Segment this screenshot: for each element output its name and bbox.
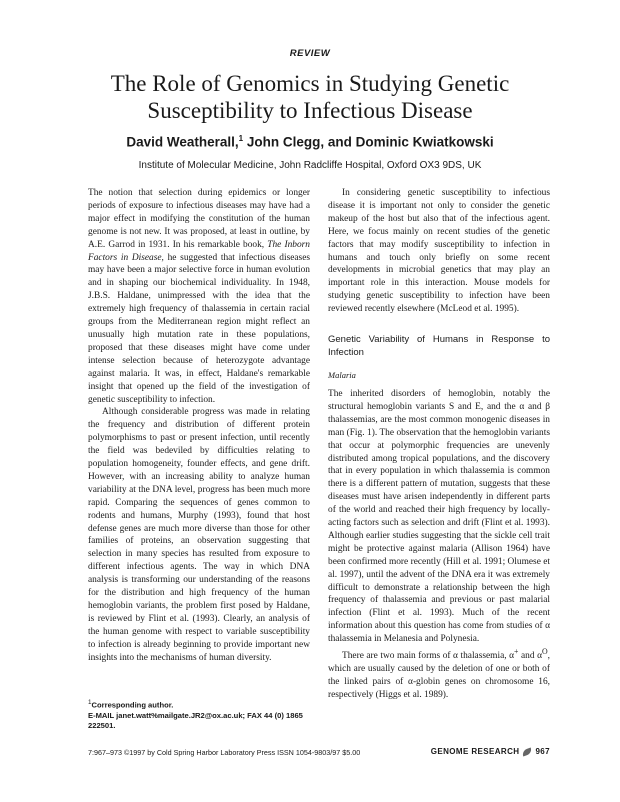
left-column [88, 187, 310, 665]
corresponding-author-note [88, 698, 310, 731]
author-list [0, 134, 620, 150]
left-p1-text-a: The notion that selection during epidemics or longer periods of exposure to infectious diseases may have had a major effect in modifying the constitution of the human genome is not new. It was proposed, at least in outline, by A.E. Garrod in 1931. In his remarkable book, [88, 188, 310, 250]
corr-mark: 1 [88, 699, 92, 706]
journal-name: GENOME RESEARCH [430, 747, 520, 756]
author-rest: John Clegg, and Dominic Kwiatkowski [243, 134, 494, 150]
author-first: David Weatherall, [126, 134, 239, 150]
right-p3-text-c: , which are usually caused by the deletion of one or both of the linked pairs of α-globin genes on chromosome 16, respectively (Higgs et al. 1989). [328, 651, 550, 700]
section-label: REVIEW [289, 48, 331, 59]
right-p3-text-b: and α [518, 651, 542, 662]
alpha-zero-sup: O [542, 647, 548, 657]
right-column [328, 187, 550, 702]
subsection-heading: Malaria [328, 370, 356, 381]
alpha-plus-sup: + [514, 647, 519, 657]
right-paragraph-3 [328, 646, 550, 702]
corr-label: Corresponding author. [91, 700, 174, 710]
section-heading: Genetic Variability of Humans in Response to Infection [328, 334, 550, 358]
book-title: The Inborn Factors in Disease, [88, 239, 310, 263]
affiliation: Institute of Molecular Medicine, John Radcliffe Hospital, Oxford OX3 9DS, UK [138, 160, 482, 171]
title-line-2: Susceptibility to Infectious Disease [147, 98, 473, 123]
corr-contact: E-MAIL janet.watt%mailgate.JR2@ox.ac.uk; FAX 44 (0) 1865 222501. [88, 710, 303, 730]
left-paragraph-1 [88, 187, 310, 406]
left-paragraph-2: Although considerable progress was made in relating the frequency and distribution of different protein polymorphisms to past or present infection, until recently the field was bedeviled by difficulties relating to population homogeneity, founder effects, and gene drift. However, with an increasing ability to analyze human variability at the DNA level, progress has been much more rapid. Comparing the sequences of genes common to rodents and humans, Murphy (1993), found that host defense genes are much more diverse than those for other families of proteins, an observation suggesting that selection in many species has resulted from exposure to different infectious agents. The way in which DNA analysis is transforming our understanding of the reasons for the distribution and high frequency of the human hemoglobin variants, the problem first posed by Haldane, is reviewed by Flint et al. (1993). Clearly, an analysis of the human genome with respect to variable susceptibility to infection is already beginning to provide important new insights into the mechanisms of human diversity. [88, 407, 310, 663]
right-p3-text-a: There are two main forms of α thalassemia, α [342, 651, 515, 662]
left-p1-text-b: he suggested that infectious diseases may have been a major selective force in human evolution and in shaping our biochemical individuality. In 1948, J.B.S. Haldane, unimpressed with the idea that the extremely high frequency of thalassemia in certain racial groups from the Mediterranean region might reflect an unusually high mutation rate in these populations, proposed that these diseases might have come under intense selection because of heterozygote advantage against malaria. It was, in effect, Haldane's remarkable insight that opened up the field of the investigation of genetic susceptibility to infection. [88, 252, 311, 405]
author-mark: 1 [238, 134, 244, 143]
footer-citation: 7:967–973 ©1997 by Cold Spring Harbor Laboratory Press ISSN 1054-9803/97 $5.00 [88, 748, 361, 757]
journal-logo-icon [522, 747, 533, 756]
article-title [60, 70, 560, 124]
right-paragraph-2: The inherited disorders of hemoglobin, notably the structural hemoglobin variants S and E, and the α and β thalassemias, are the most common monogenic diseases in man (Fig. 1). The observation that the hemoglobin variants that occur at polymorphic frequencies are unevenly distributed among tropical populations, and the discovery that in every population in which thalassemia is common there is a different pattern of mutation, suggests that these diseases must have arisen independently in different parts of the world and reached their high frequency by locally-acting factors such as selection and drift (Flint et al. 1993). Although earlier studies suggesting that the sickle cell trait might be protective against malaria (Allison 1964) have been confirmed more recently (Hill et al. 1991; Olumese et al. 1997), until the advent of the DNA era it was extremely difficult to demonstrate a relationship between the high frequency of thalassemia and previous or past malarial infection (Flint et al. 1993). Much of the recent information about this question has come from studies of α thalassemia in Melanesia and Polynesia. [328, 388, 550, 645]
footer-journal [431, 747, 550, 756]
page-number: 967 [535, 747, 550, 756]
title-line-1: The Role of Genomics in Studying Genetic [110, 71, 510, 96]
right-paragraph-1: In considering genetic susceptibility to infectious disease it is important not only to consider the genetic makeup of the host but also that of the infectious agent. Here, we focus mainly on recent studies of the genetic factors that may modify susceptibility to infection in humans and touch only briefly on some recent developments in microbial genetics that may play an important role in this interaction. Mouse models for studying genetic susceptibility to infection have been reviewed recently elsewhere (McLeod et al. 1995). [328, 188, 550, 315]
